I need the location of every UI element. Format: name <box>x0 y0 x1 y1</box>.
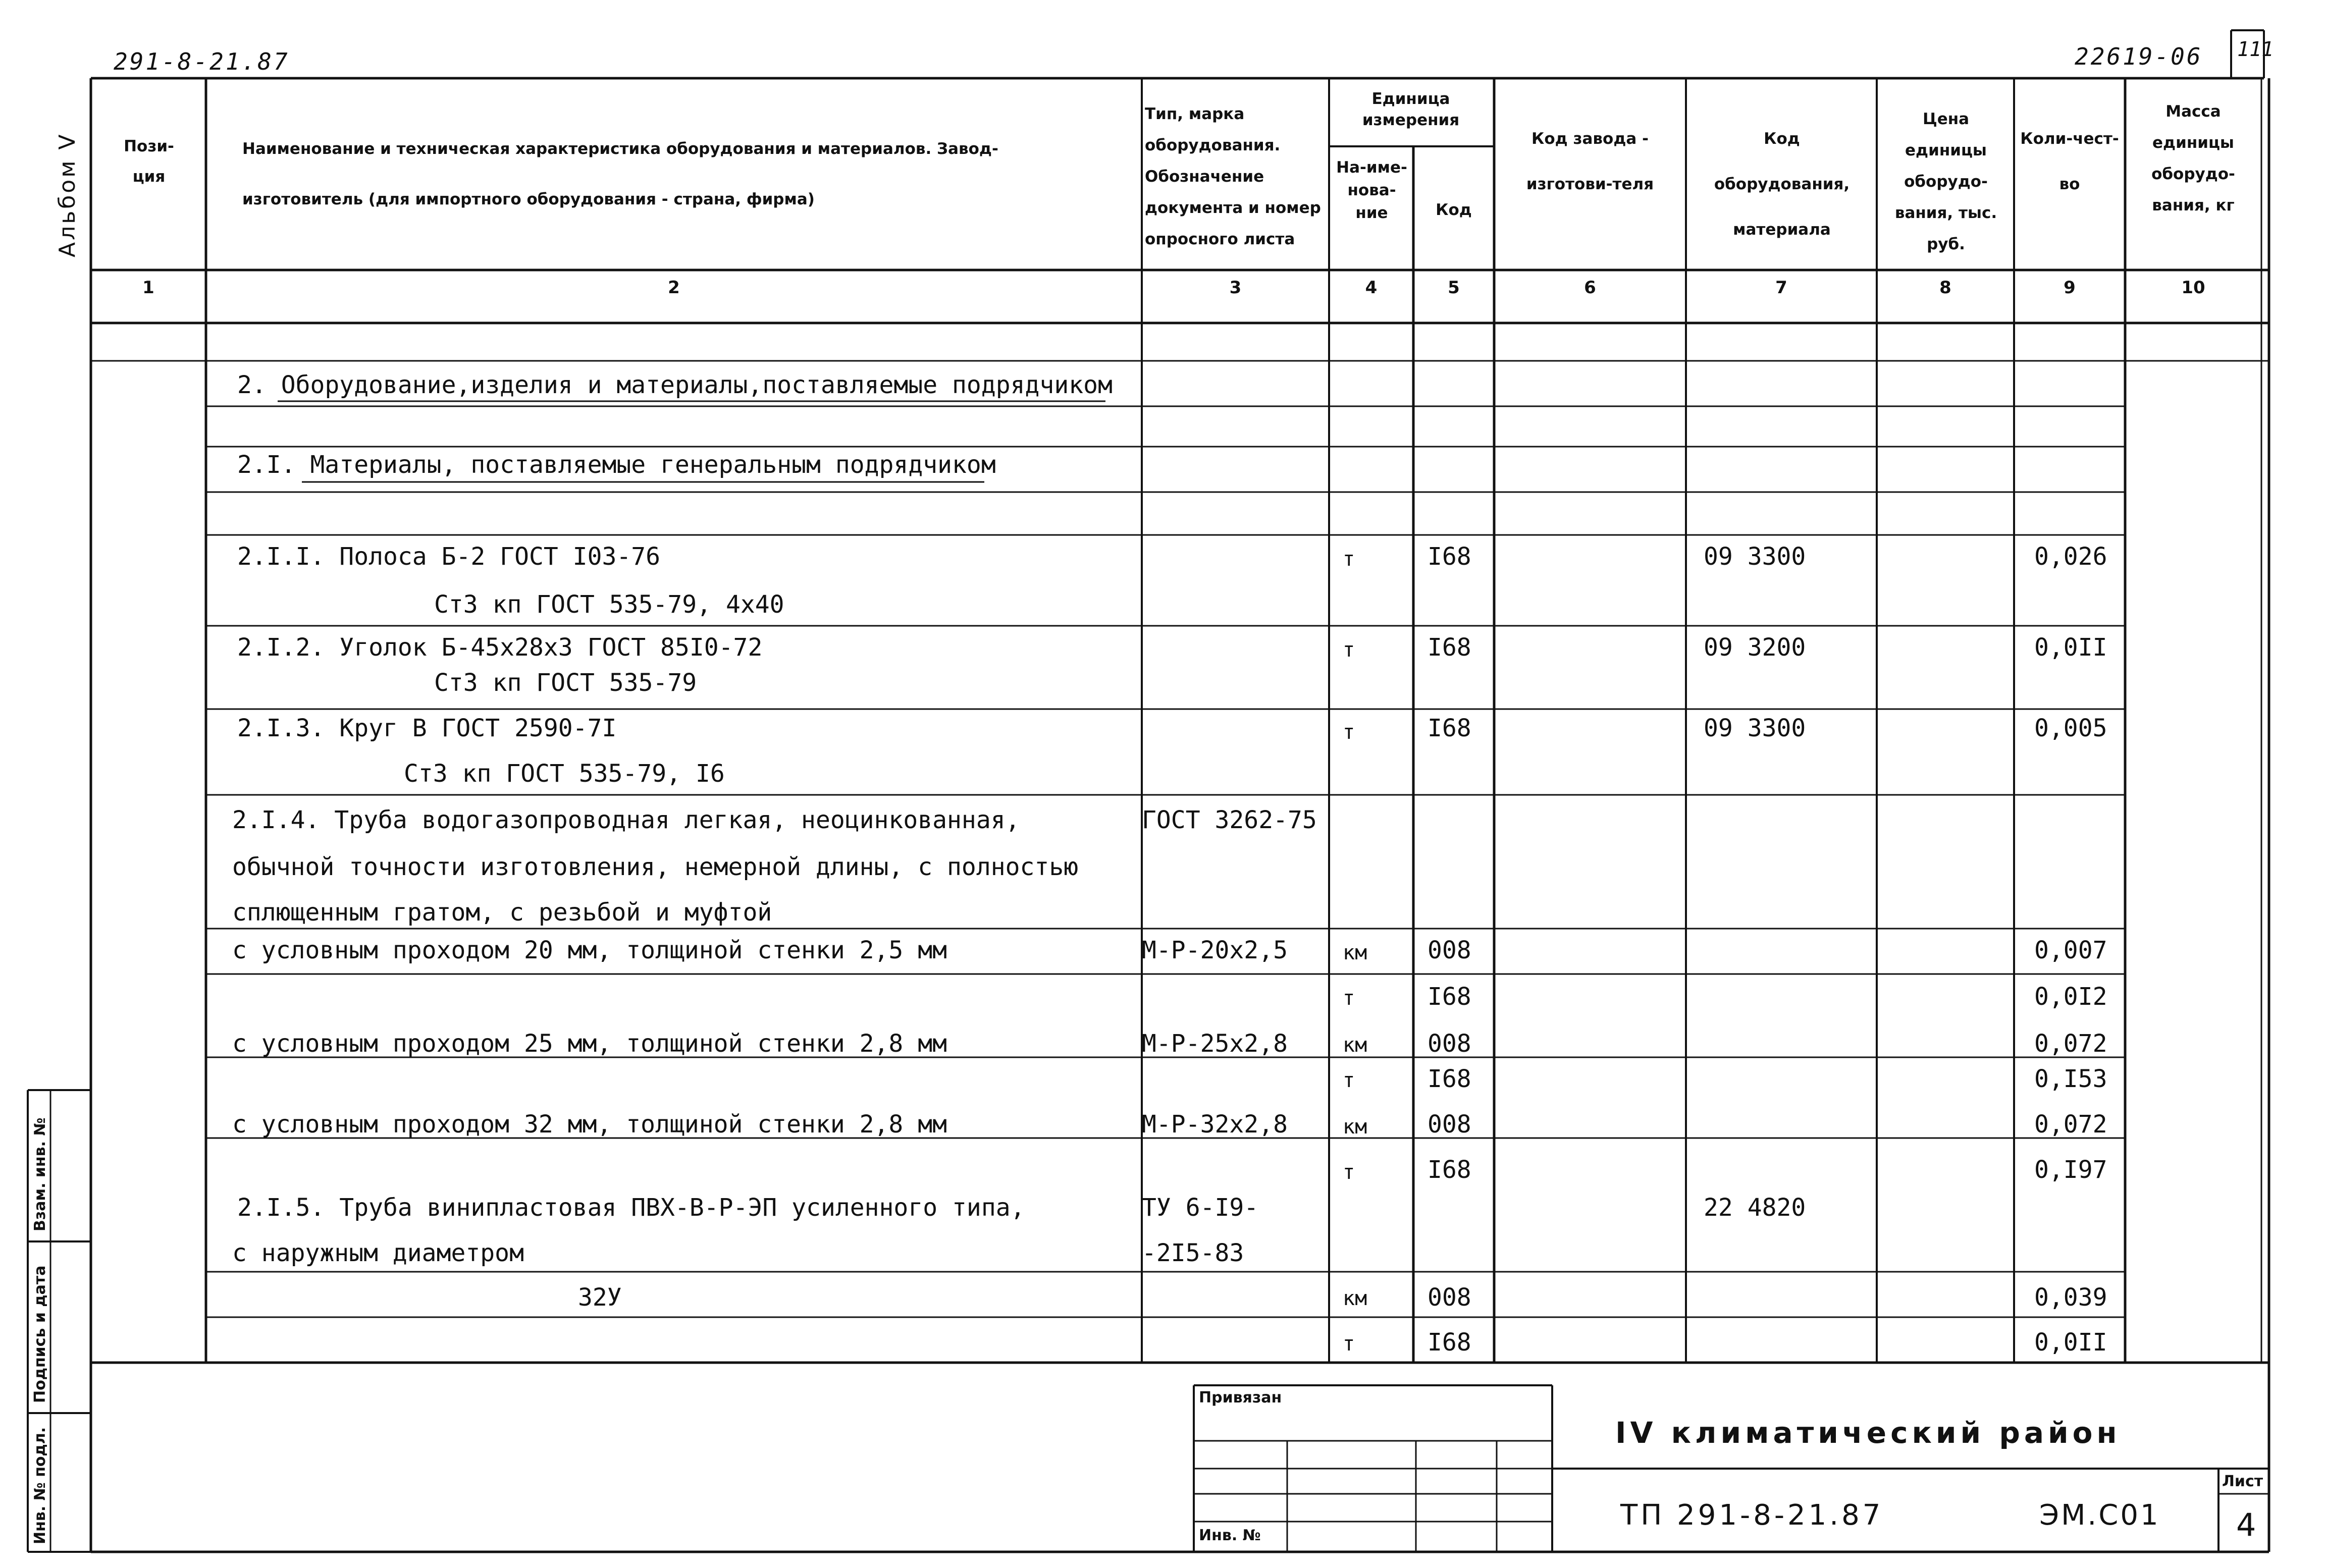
quantity: 0,I53 <box>2034 1065 2107 1093</box>
quantity: 0,072 <box>2034 1110 2107 1139</box>
subsection-title: 2.I. Материалы, поставляемые генеральным подрядчиком <box>237 451 996 479</box>
album-label: Альбом V <box>55 132 80 257</box>
quantity: 0,005 <box>2034 714 2107 742</box>
col-number: 4 <box>1365 278 1378 298</box>
header-price: Цена единицы оборудо-вания, тыс. руб. <box>1894 110 1997 253</box>
material-code: 22 4820 <box>1704 1194 1806 1222</box>
col-number: 6 <box>1584 278 1596 298</box>
sheet-number-handwritten: 111 <box>2237 38 2274 61</box>
unit-name: т <box>1343 987 1355 1010</box>
col-number: 1 <box>142 278 154 298</box>
item-name: 2.I.4. Труба водогазопроводная легкая, неоцинкованная, <box>232 806 1020 834</box>
col-number: 10 <box>2181 278 2205 298</box>
unit-name: т <box>1343 548 1355 571</box>
type-designation: М-Р-32х2,8 <box>1142 1110 1288 1139</box>
section-title: 2. Оборудование,изделия и материалы,поставляемые подрядчиком <box>237 371 1113 399</box>
col-number: 3 <box>1229 278 1242 298</box>
item-name: с условным проходом 32 мм, толщиной стенки 2,8 мм <box>232 1110 947 1139</box>
col-number: 7 <box>1775 278 1787 298</box>
stamp-inv-original: Инв. № подл. <box>31 1427 49 1544</box>
document-number-handwritten: 22619-06 <box>2075 43 2203 70</box>
header-type: Тип, марка оборудования. Обозначение документа и номер опросного листа <box>1145 105 1321 248</box>
item-name: 2.I.I. Полоса Б-2 ГОСТ I03-76 <box>237 543 661 571</box>
header-name: Наименование и техническая характеристика оборудования и материалов. Завод-изготовитель (для импортного оборудования - страна, фирма) <box>242 140 998 208</box>
stamp-inv-label: Инв. № <box>1199 1527 1261 1544</box>
item-name: Ст3 кп ГОСТ 535-79, I6 <box>404 760 725 788</box>
quantity: 0,007 <box>2034 936 2107 964</box>
unit-name: т <box>1343 1332 1355 1356</box>
header-position: Пози-ция <box>124 137 174 186</box>
stamp-replace-inv: Взам. инв. № <box>31 1117 49 1231</box>
unit-name: т <box>1343 1069 1355 1092</box>
type-designation: ТУ 6-I9- <box>1142 1194 1259 1222</box>
material-code: 09 3200 <box>1704 633 1806 662</box>
item-name: обычной точности изготовления, немерной длины, с полностью <box>232 853 1079 881</box>
header-unit-code: Код <box>1436 201 1472 219</box>
col-number: 2 <box>668 278 680 298</box>
col-number: 9 <box>2064 278 2076 298</box>
unit-name: т <box>1343 721 1355 744</box>
sheet-number: 4 <box>2236 1506 2256 1543</box>
unit-code: I68 <box>1428 983 1471 1011</box>
document-code-handwritten: 291-8-21.87 <box>114 48 290 75</box>
item-name: 2.I.2. Уголок Б-45х28х3 ГОСТ 85I0-72 <box>237 633 763 662</box>
unit-code: I68 <box>1428 714 1471 742</box>
quantity: 0,039 <box>2034 1283 2107 1312</box>
type-designation: М-Р-20х2,5 <box>1142 936 1288 964</box>
unit-code: I68 <box>1428 633 1471 662</box>
item-name: с условным проходом 20 мм, толщиной стенки 2,5 мм <box>232 936 947 964</box>
sheet-label: Лист <box>2222 1473 2263 1490</box>
material-code: 09 3300 <box>1704 543 1806 571</box>
unit-name: км <box>1343 1115 1367 1139</box>
unit-code: 008 <box>1428 936 1471 964</box>
unit-code: I68 <box>1428 1328 1471 1357</box>
document-mark: ЭМ.С01 <box>2039 1499 2160 1532</box>
item-name: с наружным диаметром <box>232 1239 524 1267</box>
unit-code: 008 <box>1428 1030 1471 1058</box>
header-unit: Единица измерения <box>1362 90 1460 129</box>
header-mass: Масса единицы оборудо-вания, кг <box>2151 102 2235 214</box>
header-quantity: Коли-чест-во <box>2020 130 2119 193</box>
header-unit-name: На-име-нова-ние <box>1336 158 1407 222</box>
quantity: 0,0II <box>2034 1328 2107 1357</box>
quantity: 0,026 <box>2034 543 2107 571</box>
stamp-linked-label: Привязан <box>1199 1389 1282 1407</box>
unit-code: 008 <box>1428 1110 1471 1139</box>
item-name: 2.I.3. Круг В ГОСТ 2590-7I <box>237 714 617 742</box>
unit-name: т <box>1343 1161 1355 1184</box>
quantity: 0,0II <box>2034 633 2107 662</box>
climate-region: IV климатический район <box>1615 1416 2121 1450</box>
header-material-code: Код оборудования, материала <box>1714 130 1850 239</box>
document-designation: ТП 291-8-21.87 <box>1620 1499 1884 1532</box>
quantity: 0,0I2 <box>2034 983 2107 1011</box>
item-name: с условным проходом 25 мм, толщиной стенки 2,8 мм <box>232 1030 947 1058</box>
unit-code: I68 <box>1428 543 1471 571</box>
unit-code: I68 <box>1428 1156 1471 1184</box>
unit-code: I68 <box>1428 1065 1471 1093</box>
item-name: 2.I.5. Труба винипластовая ПВХ-В-Р-ЭП усиленного типа, <box>237 1194 1025 1222</box>
type-designation: -2I5-83 <box>1142 1239 1244 1267</box>
unit-code: 008 <box>1428 1283 1471 1312</box>
col-number: 5 <box>1448 278 1460 298</box>
unit-name: км <box>1343 1287 1367 1310</box>
material-code: 09 3300 <box>1704 714 1806 742</box>
type-designation: М-Р-25х2,8 <box>1142 1030 1288 1058</box>
item-name: Ст3 кп ГОСТ 535-79, 4х40 <box>434 590 784 619</box>
col-number: 8 <box>1939 278 1951 298</box>
unit-name: км <box>1343 1034 1367 1057</box>
item-name: 32У <box>578 1283 622 1312</box>
quantity: 0,072 <box>2034 1030 2107 1058</box>
unit-name: т <box>1343 638 1355 662</box>
item-name: Ст3 кп ГОСТ 535-79 <box>434 669 697 697</box>
quantity: 0,I97 <box>2034 1156 2107 1184</box>
header-plant-code: Код завода - изготови-теля <box>1526 130 1654 193</box>
type-designation: ГОСТ 3262-75 <box>1142 806 1317 834</box>
stamp-signature-date: Подпись и дата <box>31 1265 49 1403</box>
item-name: сплющенным гратом, с резьбой и муфтой <box>232 898 772 927</box>
unit-name: км <box>1343 941 1367 964</box>
